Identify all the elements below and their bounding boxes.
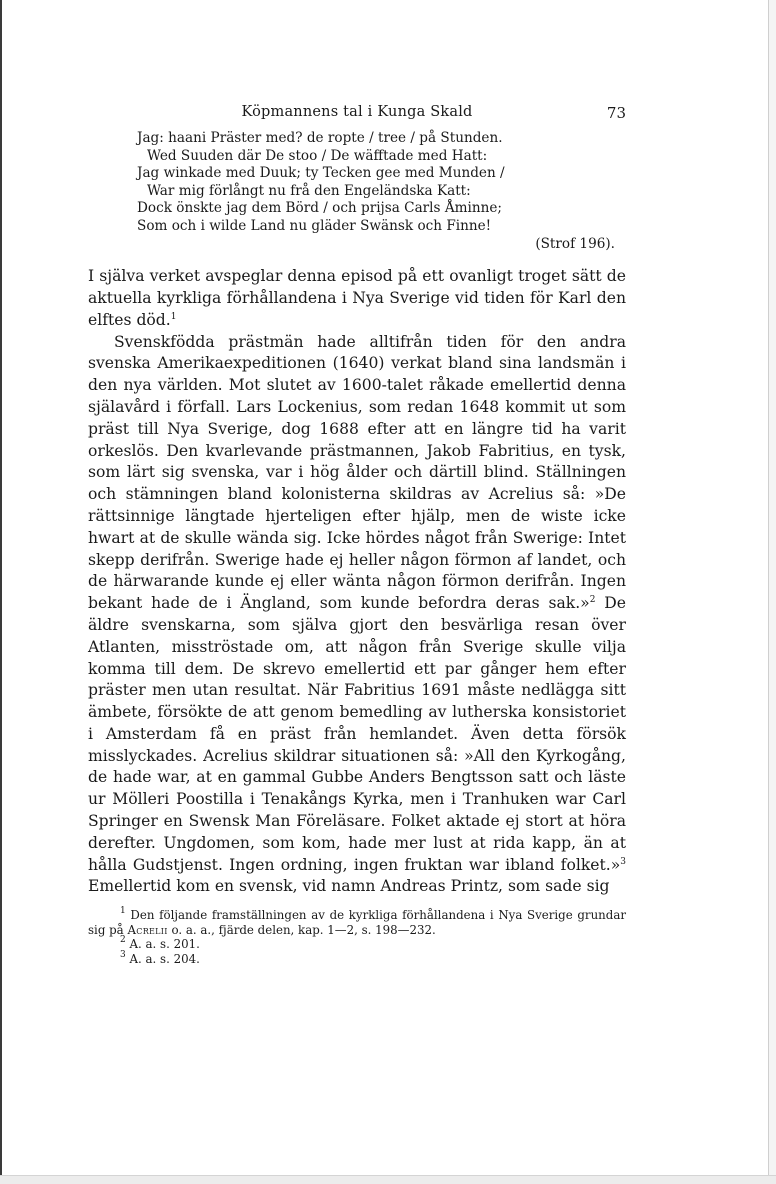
paragraph (88, 332, 626, 899)
paragraph (88, 266, 626, 331)
footnote-mark: 3 (120, 950, 126, 961)
book-page (88, 100, 626, 967)
footnote-author: Acrelii (127, 922, 168, 937)
poem-line: Jag: haani Präster med? de ropte / tree / på Stunden. (137, 130, 503, 146)
running-header (88, 100, 626, 130)
paragraph-text: De äldre svenskarna, som själva gjort den besvärliga resan över Atlanten, misströstade om, att någon från Sverige skulle vilja komma till dem. De skrevo emellertid ett par gånger hem efter präster men utan resultat. När Fabritius 1691 måste nedlägga sitt ämbete, försökte de att genom bemedling av lutherska konsistoriet i Amsterdam få en präst från hemlandet. Även detta försök misslyckades. Acrelius skildrar situationen så: »All den Kyrkogång, de hade war, at en gammal Gubbe Anders Bengtsson satt och läste ur Mölleri Poostilla i Tenakångs Kyrka, men i Tranhuken war Carl Springer en Swensk Man Föreläsare. Folket aktade ej stort at höra derefter. Ungdomen, som kom, hade mer lust at rida kapp, än at hålla Gudstjenst. Ingen ordning, ingen fruktan war ibland folket.» (88, 594, 626, 874)
footnote (88, 952, 626, 967)
footnote-mark: 2 (120, 935, 126, 946)
body-text (88, 266, 626, 898)
footnote-text: o. a. a., fjärde delen, kap. 1—2, s. 198—232. (167, 922, 436, 937)
footnote-text: Den följande framställningen av de kyrkliga förhållandena i Nya Sverige grundar sig på (88, 908, 626, 937)
poem-line: Wed Suuden där De stoo / De wäfftade med Hatt: (147, 147, 488, 164)
footnote-ref: 3 (620, 856, 626, 867)
running-title: Köpmannens tal i Kunga Skald (241, 104, 473, 120)
scan-border-left (0, 0, 2, 1183)
paragraph-text: Emellertid kom en svensk, vid namn Andreas Printz, som sade sig (88, 877, 610, 896)
scan-border-right (768, 0, 776, 1183)
footnote-ref: 2 (589, 595, 596, 606)
poem-citation: (Strof 196). (535, 235, 615, 252)
footnote-text: A. a. s. 201. (125, 937, 200, 952)
footnote (88, 937, 626, 952)
paragraph-text: Svenskfödda prästmän hade alltifrån tiden för den andra svenska Amerikaexpeditionen (1640) verkat bland sina landsmän i den nya världen. Mot slutet av 1600-talet råkade emellertid denna själavård i förfall. Lars Lockenius, som redan 1648 kommit ut som präst till Nya Sverige, dog 1688 efter att en längre tid ha varit orkeslös. Den kvarlevande prästmannen, Jakob Fabritius, en tysk, som lärt sig svenska, var i hög ålder och därtill blind. Ställningen och stämningen bland kolonisterna skildras av Acrelius så: »De rättsinnige längtade hjerteligen efter hjälp, men de wiste icke hwart at de skulle wända sig. Icke hördes något från Swerige: Intet skepp derifrån. Swerige hade ej heller någon förmon af landet, och de härwarande kunde ej eller wänta någon förmon derifrån. Ingen bekant hade de i Ängland, som kunde befordra deras sak.» (88, 332, 626, 613)
poem-block (137, 130, 617, 253)
footnote-text: A. a. s. 204. (125, 952, 200, 967)
poem-line: Jag winkade med Duuk; ty Tecken gee med Munden / (137, 165, 505, 182)
footnotes (88, 908, 626, 966)
poem-line: War mig förlångt nu frå den Engeländska Katt: (147, 182, 471, 199)
paragraph-text: I själva verket avspeglar denna episod på ett ovanligt troget sätt de aktuella kyrkliga förhållandena i Nya Sverige vid tiden för Karl den elftes död. (88, 267, 626, 329)
page-number: 73 (606, 104, 626, 122)
poem-line: Dock önskte jag dem Börd / och prijsa Carls Åminne; (137, 200, 503, 217)
footnote-ref: 1 (170, 311, 177, 322)
poem-line: Som och i wilde Land nu gläder Swänsk och Finne! (137, 217, 492, 234)
footnote-mark: 1 (120, 906, 126, 917)
footnote (88, 908, 626, 937)
